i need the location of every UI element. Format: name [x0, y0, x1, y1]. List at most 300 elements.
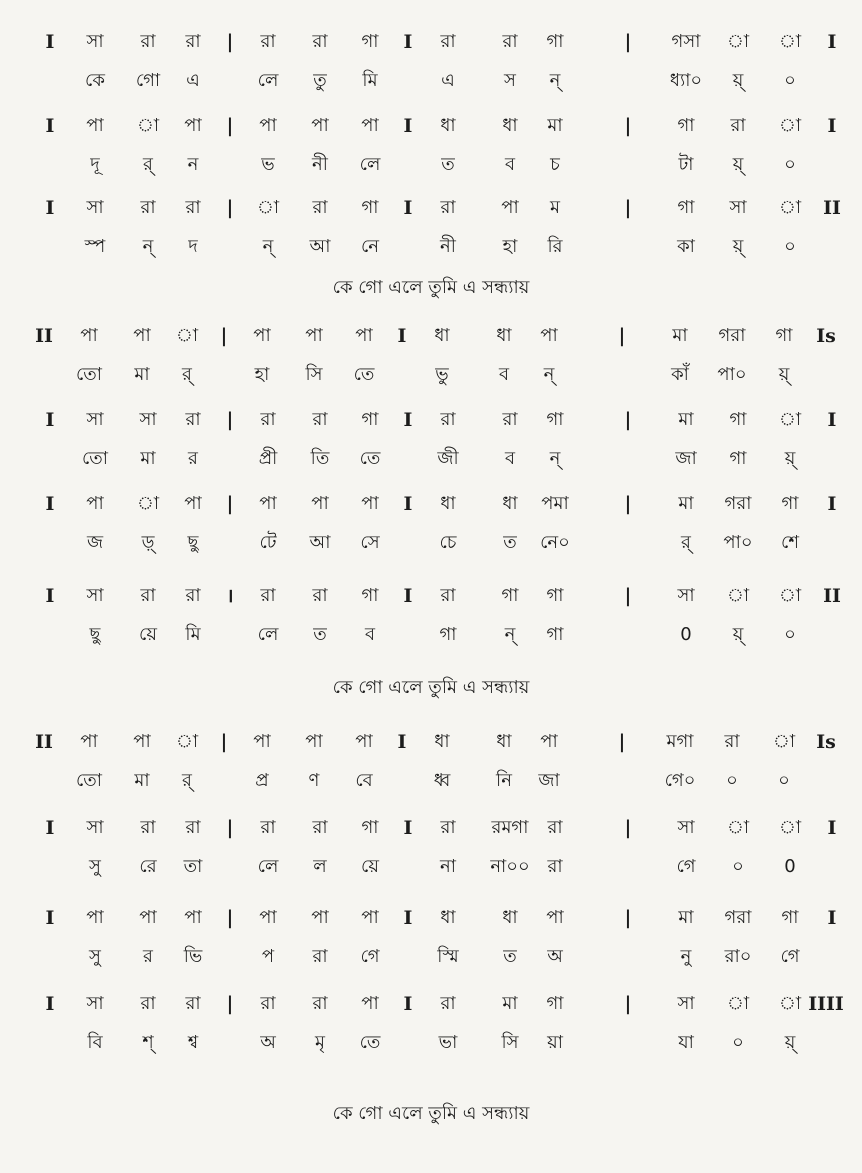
lyric-syllable: গা [729, 448, 747, 469]
swara-note: রা [140, 197, 156, 218]
swara-note: গরা [718, 325, 746, 346]
swara-note: পা [361, 993, 379, 1014]
lyric-syllable: না [440, 856, 456, 877]
lyric-syllable: ব [504, 448, 516, 469]
swara-note: রা [440, 197, 456, 218]
swara-note: মা [502, 993, 518, 1014]
lyric-syllable: মৃ [315, 1032, 325, 1053]
swara-note: া [136, 115, 160, 136]
lyric-syllable: তো [75, 770, 103, 791]
lyric-syllable: নী [440, 236, 456, 257]
lyric-syllable: ভা [438, 1032, 458, 1053]
lyric-syllable: য়ে [361, 856, 379, 877]
lyric-syllable: নি [496, 770, 512, 791]
bar-line: Is [816, 325, 836, 347]
lyric-syllable: মা [134, 770, 150, 791]
swara-note: রা [185, 817, 201, 838]
swara-note: ধা [502, 493, 518, 514]
bar-line: I [45, 493, 55, 515]
swara-row [0, 810, 862, 846]
lyric-syllable: কা [677, 236, 695, 257]
refrain-line: কে গো এলে তুমি এ সন্ধ্যায় [332, 277, 530, 298]
lyric-row [0, 357, 862, 393]
swara-note: রা [260, 409, 276, 430]
lyric-syllable: য়্ [732, 154, 744, 175]
swara-note: পা [305, 731, 323, 752]
swara-row [0, 108, 862, 144]
lyric-syllable: এ [186, 70, 200, 91]
lyric-syllable: তে [359, 448, 381, 469]
lyric-syllable: সু [89, 946, 101, 967]
bar-line: I [397, 731, 407, 753]
bar-line: I [403, 817, 413, 839]
lyric-syllable: তা [183, 856, 203, 877]
swara-note: া [778, 115, 802, 136]
bar-line: I [403, 197, 413, 219]
bar-line: II [35, 325, 53, 347]
swara-note: মা [672, 325, 688, 346]
lyric-syllable: ত [503, 532, 517, 553]
swara-note: সা [86, 409, 104, 430]
lyric-syllable: অ [260, 1032, 276, 1053]
bar-line: I [45, 993, 55, 1015]
swara-note: া [256, 197, 280, 218]
swara-note: রা [185, 197, 201, 218]
swara-note: া [175, 731, 199, 752]
lyric-syllable: নু [680, 946, 692, 967]
lyric-syllable: ছু [89, 624, 101, 645]
lyric-syllable: ত [441, 154, 455, 175]
bar-line: | [618, 325, 626, 347]
bar-line: I [403, 493, 413, 515]
bar-line: | [220, 731, 228, 753]
notation-block [0, 986, 862, 1066]
swara-note: গা [546, 585, 564, 606]
bar-line: II [823, 197, 841, 219]
lyric-syllable: দূ [90, 154, 100, 175]
swara-note: রা [547, 817, 563, 838]
lyric-row [0, 147, 862, 183]
swara-note: পা [86, 907, 104, 928]
bar-line: I [403, 993, 413, 1015]
lyric-syllable: এ [441, 70, 455, 91]
swara-note: গা [361, 409, 379, 430]
swara-note: গা [677, 197, 695, 218]
lyric-syllable: ন্ [142, 236, 154, 257]
notation-block [0, 190, 862, 270]
swara-note: পা [311, 907, 329, 928]
swara-note: পা [501, 197, 519, 218]
swara-row [0, 578, 862, 614]
bar-line: | [226, 817, 234, 839]
lyric-syllable: ল [313, 856, 327, 877]
lyric-syllable: য়্ [732, 70, 744, 91]
bar-line: | [220, 325, 228, 347]
lyric-syllable: মি [362, 70, 378, 91]
lyric-syllable: পা০ [717, 364, 747, 385]
swara-note: া [726, 585, 750, 606]
bar-line: | [226, 31, 234, 53]
lyric-syllable: ন্ [549, 448, 561, 469]
swara-note: সা [86, 585, 104, 606]
swara-note: গা [729, 409, 747, 430]
swara-note: া [726, 817, 750, 838]
lyric-syllable: গো [135, 70, 161, 91]
lyric-syllable: সু [89, 856, 101, 877]
lyric-syllable: রে [139, 856, 157, 877]
lyric-syllable: চ [550, 154, 560, 175]
swara-note: মা [678, 409, 694, 430]
lyric-syllable: র্ [182, 364, 192, 385]
swara-note: া [726, 993, 750, 1014]
lyric-syllable: ০ [784, 624, 796, 645]
lyric-syllable: স্প [84, 236, 106, 257]
swara-note: পা [253, 325, 271, 346]
lyric-syllable: তো [75, 364, 103, 385]
lyric-syllable: মি [185, 624, 201, 645]
lyric-syllable: প্র [255, 770, 269, 791]
swara-note: পা [139, 907, 157, 928]
lyric-syllable: টে [259, 532, 277, 553]
swara-note: রা [312, 817, 328, 838]
bar-line: I [403, 115, 413, 137]
bar-line: I [403, 907, 413, 929]
swara-note: পা [80, 731, 98, 752]
swara-note: সা [86, 817, 104, 838]
swara-note: গা [546, 31, 564, 52]
swara-note: রা [185, 993, 201, 1014]
bar-line: I [45, 817, 55, 839]
lyric-syllable: ব [364, 624, 376, 645]
swara-note: পা [259, 907, 277, 928]
swara-note: পা [355, 325, 373, 346]
lyric-syllable: আ [309, 532, 331, 553]
lyric-syllable: জা [538, 770, 560, 791]
lyric-syllable: গে [780, 946, 800, 967]
swara-note: রা [185, 31, 201, 52]
lyric-row [0, 63, 862, 99]
lyric-syllable: র্ [143, 154, 153, 175]
swara-note: গা [546, 409, 564, 430]
bar-line: I [397, 325, 407, 347]
notation-block [0, 402, 862, 482]
swara-note: পা [184, 115, 202, 136]
swara-note: পা [86, 493, 104, 514]
lyric-syllable: তু [313, 70, 327, 91]
lyric-syllable: ভু [435, 364, 449, 385]
bar-line: I [827, 493, 837, 515]
swara-note: মগা [666, 731, 694, 752]
swara-note: সা [86, 993, 104, 1014]
swara-row [0, 900, 862, 936]
lyric-syllable: স্মি [437, 946, 459, 967]
swara-note: পা [133, 325, 151, 346]
lyric-syllable: তি [310, 448, 330, 469]
swara-note: ধা [496, 731, 512, 752]
lyric-syllable: অ [547, 946, 563, 967]
lyric-syllable: বে [355, 770, 373, 791]
lyric-syllable: য়ে [139, 624, 157, 645]
swara-note: রা [502, 409, 518, 430]
swara-note: পা [361, 493, 379, 514]
lyric-syllable: য়্ [778, 364, 790, 385]
swara-note: ধা [434, 731, 450, 752]
lyric-syllable: গে০ [664, 770, 696, 791]
lyric-syllable: কাঁ [671, 364, 689, 385]
bar-line: | [226, 907, 234, 929]
lyric-syllable: যা [678, 1032, 694, 1053]
bar-line: | [226, 197, 234, 219]
bar-line: I [403, 31, 413, 53]
lyric-syllable: নী [312, 154, 328, 175]
swara-note: মা [678, 493, 694, 514]
swara-note: ধা [496, 325, 512, 346]
lyric-syllable: ০ [732, 856, 744, 877]
swara-row [0, 402, 862, 438]
lyric-row [0, 1025, 862, 1061]
swara-note: রা [440, 409, 456, 430]
lyric-syllable: য়্ [784, 1032, 796, 1053]
swara-note: পা [80, 325, 98, 346]
lyric-syllable: শে [781, 532, 799, 553]
bar-line: IIII [808, 993, 844, 1015]
swara-note: ধা [502, 115, 518, 136]
lyric-syllable: ০ [784, 236, 796, 257]
lyric-syllable: শ্ব [187, 1032, 199, 1053]
swara-note: গা [501, 585, 519, 606]
swara-note: ধা [440, 115, 456, 136]
lyric-syllable: ন্ [543, 364, 555, 385]
swara-note: রা [312, 993, 328, 1014]
swara-note: রা [312, 197, 328, 218]
lyric-syllable: ন [187, 154, 199, 175]
swara-note: পা [361, 115, 379, 136]
swara-note: ধা [434, 325, 450, 346]
bar-line: | [624, 197, 632, 219]
swara-note: গরা [724, 493, 752, 514]
swara-note: রা [312, 31, 328, 52]
notation-block [0, 724, 862, 804]
swara-note: রা [260, 585, 276, 606]
lyric-syllable: ব [504, 154, 516, 175]
lyric-syllable: হা [254, 364, 270, 385]
bar-line: I [403, 409, 413, 431]
bar-line: I [403, 585, 413, 607]
swara-note: সা [677, 585, 695, 606]
lyric-syllable: লে [359, 154, 381, 175]
bar-line: | [624, 907, 632, 929]
lyric-row [0, 525, 862, 561]
lyric-syllable: তো [81, 448, 109, 469]
notation-block [0, 810, 862, 890]
lyric-syllable: স [504, 70, 516, 91]
lyric-syllable: ০ [784, 154, 796, 175]
lyric-syllable: ব [498, 364, 510, 385]
lyric-syllable: তে [359, 1032, 381, 1053]
swara-note: রা [185, 409, 201, 430]
lyric-syllable: পা০ [723, 532, 753, 553]
lyric-syllable: তে [353, 364, 375, 385]
swara-note: গা [546, 993, 564, 1014]
swara-note: রা [260, 817, 276, 838]
bar-line: II [823, 585, 841, 607]
lyric-syllable: লে [257, 624, 279, 645]
swara-note: পা [546, 907, 564, 928]
bar-line: | [624, 493, 632, 515]
lyric-syllable: গা [439, 624, 457, 645]
notation-block [0, 486, 862, 566]
notation-block [0, 578, 862, 658]
lyric-syllable: য়্ [732, 236, 744, 257]
swara-note: সা [677, 817, 695, 838]
notation-block [0, 108, 862, 188]
lyric-syllable: ছু [187, 532, 199, 553]
lyric-syllable: য়্ [784, 448, 796, 469]
swara-note: গা [361, 31, 379, 52]
swara-note: রা [185, 585, 201, 606]
lyric-syllable: নে০ [540, 532, 570, 553]
swara-note: পা [259, 115, 277, 136]
swara-note: া [772, 731, 796, 752]
swara-note: া [778, 817, 802, 838]
lyric-syllable: সি [501, 1032, 519, 1053]
swara-row [0, 190, 862, 226]
lyric-syllable: ধ্যা০ [669, 70, 703, 91]
bar-line: | [618, 731, 626, 753]
notation-block [0, 318, 862, 398]
swara-note: রা [312, 585, 328, 606]
lyric-syllable: র্ [681, 532, 691, 553]
swara-note: রা [440, 585, 456, 606]
swara-note: পমা [541, 493, 569, 514]
swara-note: পা [311, 115, 329, 136]
lyric-syllable: ত [503, 946, 517, 967]
bar-line: । [226, 585, 234, 607]
lyric-syllable: র্ [182, 770, 192, 791]
lyric-syllable: দ [188, 236, 198, 257]
lyric-syllable: হা [502, 236, 518, 257]
swara-note: সা [677, 993, 695, 1014]
swara-note: রা [140, 585, 156, 606]
swara-note: ধা [440, 907, 456, 928]
lyric-syllable: শ্ [142, 1032, 154, 1053]
notation-block [0, 900, 862, 980]
swara-note: পা [259, 493, 277, 514]
swara-note: মা [678, 907, 694, 928]
bar-line: I [45, 585, 55, 607]
swara-note: গা [361, 197, 379, 218]
swara-note: া [175, 325, 199, 346]
swara-note: সা [86, 197, 104, 218]
lyric-syllable: রা০ [724, 946, 752, 967]
lyric-syllable: 0 [680, 624, 692, 645]
lyric-syllable: র [188, 448, 198, 469]
swara-note: রা [312, 409, 328, 430]
lyric-syllable: গা [546, 624, 564, 645]
swara-note: মা [547, 115, 563, 136]
swara-note: রা [260, 993, 276, 1014]
swara-note: রা [502, 31, 518, 52]
bar-line: II [35, 731, 53, 753]
swara-note: রমগা [491, 817, 529, 838]
lyric-syllable: র [143, 946, 153, 967]
lyric-syllable: টা [678, 154, 694, 175]
lyric-syllable: ন্ [504, 624, 516, 645]
lyric-syllable: ০ [778, 770, 790, 791]
lyric-syllable: ণ [308, 770, 320, 791]
swara-note: পা [540, 325, 558, 346]
lyric-row [0, 939, 862, 975]
swara-note: পা [540, 731, 558, 752]
bar-line: I [45, 31, 55, 53]
bar-line: | [226, 115, 234, 137]
bar-line: I [827, 907, 837, 929]
bar-line: | [226, 493, 234, 515]
swara-note: া [778, 197, 802, 218]
swara-note: সা [729, 197, 747, 218]
swara-note: গসা [671, 31, 701, 52]
refrain-line: কে গো এলে তুমি এ সন্ধ্যায় [332, 677, 530, 698]
swara-note: পা [253, 731, 271, 752]
swara-note: পা [311, 493, 329, 514]
lyric-syllable: প [261, 946, 275, 967]
lyric-syllable: 0 [784, 856, 796, 877]
swara-note: গা [781, 907, 799, 928]
swara-note: রা [440, 817, 456, 838]
refrain-line: কে গো এলে তুমি এ সন্ধ্যায় [332, 1103, 530, 1124]
lyric-syllable: য়া [547, 1032, 563, 1053]
lyric-syllable: প্রী [258, 448, 278, 469]
lyric-syllable: ০ [726, 770, 738, 791]
swara-note: া [726, 31, 750, 52]
bar-line: I [827, 409, 837, 431]
lyric-syllable: জী [437, 448, 459, 469]
lyric-syllable: না০০ [490, 856, 530, 877]
bar-line: | [226, 409, 234, 431]
lyric-syllable: গে [676, 856, 696, 877]
swara-note: পা [184, 493, 202, 514]
bar-line: | [624, 585, 632, 607]
swara-row [0, 724, 862, 760]
swara-row [0, 318, 862, 354]
lyric-row [0, 229, 862, 265]
swara-note: গা [361, 817, 379, 838]
swara-note: গা [361, 585, 379, 606]
lyric-syllable: আ [309, 236, 331, 257]
bar-line: | [624, 409, 632, 431]
lyric-row [0, 763, 862, 799]
lyric-syllable: ড়্ [141, 532, 155, 553]
lyric-syllable: লে [257, 70, 279, 91]
swara-note: পা [86, 115, 104, 136]
bar-line: | [624, 817, 632, 839]
lyric-syllable: মা [134, 364, 150, 385]
lyric-syllable: রা [312, 946, 328, 967]
lyric-syllable: ন্ [549, 70, 561, 91]
lyric-syllable: লে [257, 856, 279, 877]
swara-note: রা [260, 31, 276, 52]
swara-note: পা [361, 907, 379, 928]
swara-row [0, 486, 862, 522]
bar-line: I [45, 115, 55, 137]
bar-line: I [45, 409, 55, 431]
lyric-row [0, 617, 862, 653]
lyric-syllable: ০ [784, 70, 796, 91]
bar-line: | [226, 993, 234, 1015]
bar-line: I [45, 197, 55, 219]
lyric-row [0, 849, 862, 885]
lyric-syllable: রি [547, 236, 563, 257]
